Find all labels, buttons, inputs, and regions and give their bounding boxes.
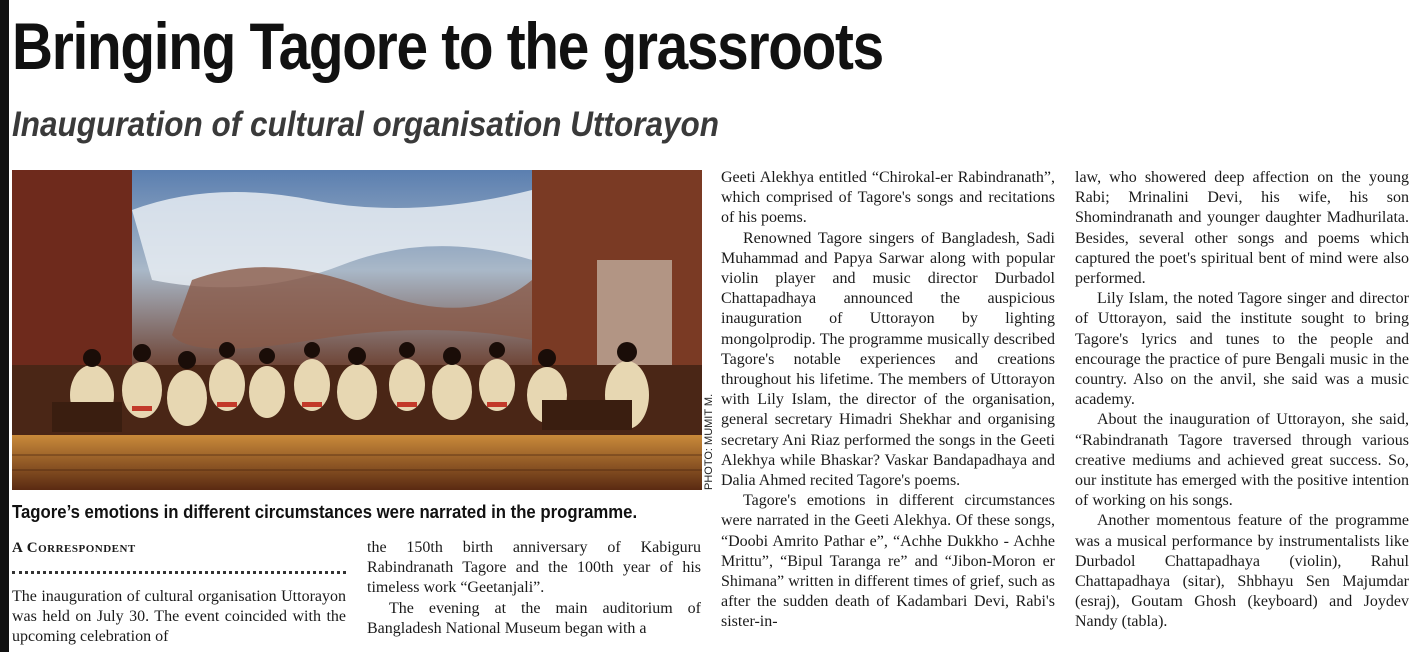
photo-credit: PHOTO: MUMIT M.: [703, 393, 715, 490]
paragraph: Geeti Alekhya entitled “Chirokal-er Rabindranath”, which comprised of Tagore's songs and recitations of his poems.: [721, 169, 1055, 227]
subheadline: Inauguration of cultural organisation Uttorayon: [12, 105, 720, 144]
article-column-1: [12, 587, 346, 648]
left-edge-bar: [0, 0, 9, 652]
stage-photo-illustration: [12, 170, 702, 490]
headline: Bringing Tagore to the grassroots: [12, 9, 883, 83]
paragraph: Lily Islam, the noted Tagore singer and director of Uttorayon, said the institute sought to bring Tagore's lyrics and tunes to the people and encourage the practice of pure Bengali music in the country. Also on the anvil, she said was a music academy.: [1075, 290, 1409, 409]
paragraph: Another momentous feature of the programme was a musical performance by instrumentalists like Durbadol Chattapadhaya (violin), Rahul Chattapadhaya (sitar), Shbhayu Sen Majumdar (esraj), Goutam Ghosh (keyboard) and Joydev Nandy (tabla).: [1075, 512, 1409, 631]
photo-caption: Tagore’s emotions in different circumstances were narrated in the programme.: [12, 502, 638, 522]
paragraph: law, who showered deep affection on the young Rabi; Mrinalini Devi, his wife, his son Shomindranath and younger daughter Madhurilata. Besides, several other songs and poems which captured the poet's spiritual bent of mind were also performed.: [1075, 169, 1409, 288]
byline: A Correspondent: [12, 540, 136, 556]
byline-divider: [12, 571, 346, 574]
stage-photo: [12, 170, 702, 490]
article-column-3: [721, 168, 1055, 633]
paragraph: Renowned Tagore singers of Bangladesh, Sadi Muhammad and Papya Sarwar along with popular violin player and music director Durbadol Chattapadhaya announced the auspicious inauguration of Uttorayon by lighting mongolprodip. The programme musically described Tagore's notable experiences and creations throughout his lifetime. The members of Uttorayon with Lily Islam, the director of the organisation, general secretary Himadri Shekhar and organising secretary Ani Riaz performed the songs in the Geeti Alekhya while Bhaskar? Vaskar Bandapadhaya and Dalia Ahmed recited Tagore's poems.: [721, 229, 1055, 490]
paragraph: Tagore's emotions in different circumstances were narrated in the Geeti Alekhya. Of these songs, “Doobi Amrito Pathar e”, “Achhe Dukkho - Achhe Mrittu”, “Bipul Taranga re” and “Jibon-Moron er Shimana” written in different times of grief, such as after the sudden death of Kadambari Devi, Rabi's sister-in-: [721, 492, 1055, 631]
paragraph: the 150th birth anniversary of Kabiguru Rabindranath Tagore and the 100th year of his timeless work “Geetanjali”.: [367, 539, 701, 597]
paragraph: About the inauguration of Uttorayon, she said, “Rabindranath Tagore traversed through various creative mediums and achieved great success. So, our institute has emerged with the positive intention of working on his songs.: [1075, 411, 1409, 510]
article-column-2: [367, 538, 701, 639]
paragraph: The evening at the main auditorium of Bangladesh National Museum began with a: [367, 599, 701, 637]
paragraph: The inauguration of cultural organisation Uttorayon was held on July 30. The event coincided with the upcoming celebration of: [12, 588, 346, 646]
article-column-4: [1075, 168, 1409, 633]
